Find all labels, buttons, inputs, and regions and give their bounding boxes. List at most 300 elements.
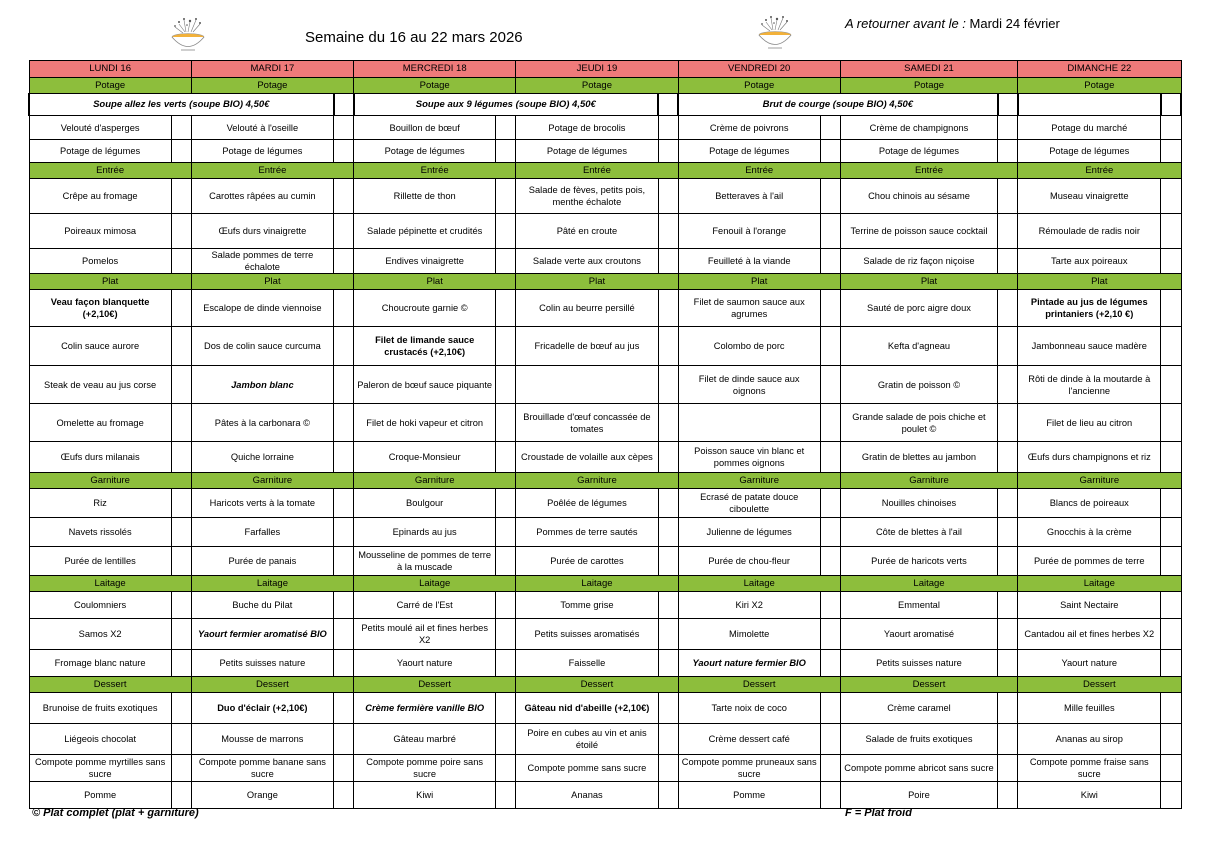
menu-item: Yaourt nature [1018,650,1161,677]
checkbox-cell[interactable] [658,249,678,274]
menu-row-plat [29,404,1181,442]
checkbox-cell[interactable] [171,290,191,327]
menu-item: Veau façon blanquette (+2,10€) [29,290,171,327]
menu-item: Pommes de terre sautés [516,518,658,547]
checkbox-cell[interactable] [1161,290,1181,327]
checkbox-cell[interactable] [334,724,354,755]
checkbox-cell[interactable] [998,249,1018,274]
checkbox-cell[interactable] [820,179,840,214]
menu-item: Dos de colin sauce curcuma [191,327,333,366]
checkbox-cell[interactable] [998,442,1018,473]
menu-item: Quiche lorraine [191,442,333,473]
menu-item: Kiri X2 [678,592,820,619]
menu-item: Purée de lentilles [29,547,171,576]
menu-item: Mimolette [678,619,820,650]
checkbox-cell[interactable] [1161,116,1181,140]
checkbox-cell[interactable] [658,782,678,809]
checkbox-cell[interactable] [1161,693,1181,724]
checkbox-cell[interactable] [998,782,1018,809]
menu-item: Crème de champignons [840,116,997,140]
checkbox-cell[interactable] [1161,249,1181,274]
menu-item: Faisselle [516,650,658,677]
day-header: MERCREDI 18 [354,61,516,78]
menu-item: Gâteau marbré [354,724,496,755]
checkbox-cell[interactable] [171,116,191,140]
weekly-menu-table [28,60,1182,809]
checkbox-cell[interactable] [658,179,678,214]
menu-item [678,404,820,442]
checkbox-cell[interactable] [171,755,191,782]
section-label: Plat [29,274,191,290]
checkbox-cell[interactable] [998,366,1018,404]
day-header: DIMANCHE 22 [1018,61,1181,78]
checkbox-cell[interactable] [998,693,1018,724]
checkbox-cell[interactable] [658,94,678,116]
menu-item: Fricadelle de bœuf au jus [516,327,658,366]
menu-item: Potage de légumes [678,140,820,163]
section-label: Garniture [516,473,678,489]
checkbox-cell[interactable] [1161,619,1181,650]
checkbox-cell[interactable] [658,489,678,518]
checkbox-cell[interactable] [496,442,516,473]
checkbox-cell[interactable] [334,518,354,547]
checkbox-cell[interactable] [1161,404,1181,442]
menu-item: Feuilleté à la viande [678,249,820,274]
checkbox-cell[interactable] [820,140,840,163]
menu-item [516,366,658,404]
menu-item: Crêpe au fromage [29,179,171,214]
checkbox-cell[interactable] [334,489,354,518]
menu-row-plat [29,327,1181,366]
checkbox-cell[interactable] [334,366,354,404]
checkbox-cell[interactable] [658,366,678,404]
menu-item: Œufs durs vinaigrette [191,214,333,249]
menu-item: Brouillade d'œuf concassée de tomates [516,404,658,442]
menu-item: Compote pomme banane sans sucre [191,755,333,782]
checkbox-cell[interactable] [1018,94,1161,116]
menu-item: Filet de saumon sauce aux agrumes [678,290,820,327]
menu-item: Steak de veau au jus corse [29,366,171,404]
section-label: Entrée [840,163,1017,179]
menu-item: Blancs de poireaux [1018,489,1161,518]
checkbox-cell[interactable] [658,619,678,650]
menu-item: Croque-Monsieur [354,442,496,473]
menu-item: Crème fermière vanille BIO [354,693,496,724]
checkbox-cell[interactable] [658,755,678,782]
checkbox-cell[interactable] [1161,489,1181,518]
checkbox-cell[interactable] [334,755,354,782]
section-label: Potage [1018,78,1181,94]
menu-item: Colin au beurre persillé [516,290,658,327]
checkbox-cell[interactable] [171,693,191,724]
menu-row-entree [29,214,1181,249]
checkbox-cell[interactable] [171,366,191,404]
menu-item: Omelette au fromage [29,404,171,442]
checkbox-cell[interactable] [334,782,354,809]
menu-item: Fenouil à l'orange [678,214,820,249]
menu-item: Pâtes à la carbonara © [191,404,333,442]
checkbox-cell[interactable] [1161,140,1181,163]
section-label: Garniture [840,473,1017,489]
menu-item: Kiwi [1018,782,1161,809]
checkbox-cell[interactable] [658,693,678,724]
section-header-row-potage [29,78,1181,94]
menu-item: Bouillon de bœuf [354,116,496,140]
menu-row-entree [29,249,1181,274]
menu-row-garniture [29,547,1181,576]
menu-item: Nouilles chinoises [840,489,997,518]
checkbox-cell[interactable] [658,547,678,576]
checkbox-cell[interactable] [820,547,840,576]
checkbox-cell[interactable] [496,290,516,327]
checkbox-cell[interactable] [171,442,191,473]
checkbox-cell[interactable] [496,249,516,274]
checkbox-cell[interactable] [496,116,516,140]
checkbox-cell[interactable] [820,782,840,809]
section-label: Garniture [29,473,191,489]
section-label: Laitage [840,576,1017,592]
checkbox-cell[interactable] [998,404,1018,442]
checkbox-cell[interactable] [820,693,840,724]
menu-item: Compote pomme abricot sans sucre [840,755,997,782]
checkbox-cell[interactable] [998,290,1018,327]
checkbox-cell[interactable] [1161,442,1181,473]
checkbox-cell[interactable] [820,724,840,755]
checkbox-cell[interactable] [658,724,678,755]
menu-row-plat [29,290,1181,327]
checkbox-cell[interactable] [334,214,354,249]
section-label: Plat [354,274,516,290]
menu-row-laitage [29,619,1181,650]
section-label: Potage [840,78,1017,94]
checkbox-cell[interactable] [496,724,516,755]
menu-item: Purée de haricots verts [840,547,997,576]
checkbox-cell[interactable] [820,290,840,327]
menu-row-entree [29,179,1181,214]
section-label: Laitage [1018,576,1181,592]
checkbox-cell[interactable] [334,327,354,366]
menu-item: Jambon blanc [191,366,333,404]
checkbox-cell[interactable] [334,547,354,576]
day-header: LUNDI 16 [29,61,191,78]
menu-item: Rôti de dinde à la moutarde à l'ancienne [1018,366,1161,404]
section-label: Potage [191,78,353,94]
section-label: Garniture [678,473,840,489]
menu-item: Pâté en croute [516,214,658,249]
section-label: Plat [191,274,353,290]
menu-item: Orange [191,782,333,809]
menu-item: Riz [29,489,171,518]
section-header-row-laitage [29,576,1181,592]
menu-item: Saint Nectaire [1018,592,1161,619]
return-deadline [845,16,1060,31]
checkbox-cell[interactable] [658,290,678,327]
checkbox-cell[interactable] [1161,179,1181,214]
checkbox-cell[interactable] [171,547,191,576]
checkbox-cell[interactable] [1161,327,1181,366]
menu-item: Mille feuilles [1018,693,1161,724]
menu-item: Potage de légumes [29,140,171,163]
checkbox-cell[interactable] [820,592,840,619]
menu-item: Gnocchis à la crème [1018,518,1161,547]
checkbox-cell[interactable] [820,404,840,442]
checkbox-cell[interactable] [820,442,840,473]
checkbox-cell[interactable] [496,489,516,518]
section-header-row-plat [29,274,1181,290]
menu-item: Rillette de thon [354,179,496,214]
day-header: MARDI 17 [191,61,353,78]
checkbox-cell[interactable] [171,782,191,809]
checkbox-cell[interactable] [334,693,354,724]
checkbox-cell[interactable] [1161,755,1181,782]
checkbox-cell[interactable] [334,249,354,274]
checkbox-cell[interactable] [334,290,354,327]
section-label: Laitage [516,576,678,592]
checkbox-cell[interactable] [334,650,354,677]
checkbox-cell[interactable] [171,214,191,249]
checkbox-cell[interactable] [1161,592,1181,619]
checkbox-cell[interactable] [171,327,191,366]
menu-item: Yaourt nature [354,650,496,677]
checkbox-cell[interactable] [998,547,1018,576]
checkbox-cell[interactable] [496,214,516,249]
menu-item: Coulomniers [29,592,171,619]
menu-item: Buche du Pilat [191,592,333,619]
checkbox-cell[interactable] [1161,214,1181,249]
checkbox-cell[interactable] [334,442,354,473]
checkbox-cell[interactable] [998,619,1018,650]
checkbox-cell[interactable] [998,724,1018,755]
checkbox-cell[interactable] [1161,94,1181,116]
page-title: Semaine du 16 au 22 mars 2026 [305,29,523,46]
checkbox-cell[interactable] [998,94,1018,116]
checkbox-cell[interactable] [171,724,191,755]
checkbox-cell[interactable] [658,650,678,677]
checkbox-cell[interactable] [496,619,516,650]
checkbox-cell[interactable] [1161,366,1181,404]
checkbox-cell[interactable] [820,650,840,677]
menu-item: Poisson sauce vin blanc et pommes oignons [678,442,820,473]
menu-item: Potage de légumes [354,140,496,163]
checkbox-cell[interactable] [496,404,516,442]
checkbox-cell[interactable] [998,327,1018,366]
checkbox-cell[interactable] [820,214,840,249]
checkbox-cell[interactable] [998,489,1018,518]
section-label: Plat [678,274,840,290]
checkbox-cell[interactable] [998,214,1018,249]
footnote-cold-dish: F = Plat froid [845,807,912,819]
checkbox-cell[interactable] [998,592,1018,619]
section-label: Dessert [678,677,840,693]
day-header: JEUDI 19 [516,61,678,78]
menu-item: Ananas [516,782,658,809]
menu-item: Salade de fèves, petits pois, menthe échalote [516,179,658,214]
checkbox-cell[interactable] [496,366,516,404]
checkbox-cell[interactable] [496,140,516,163]
section-label: Dessert [191,677,353,693]
menu-item: Poireaux mimosa [29,214,171,249]
menu-item: Purée de panais [191,547,333,576]
checkbox-cell[interactable] [658,214,678,249]
checkbox-cell[interactable] [658,518,678,547]
section-label: Laitage [354,576,516,592]
menu-item: Carottes râpées au cumin [191,179,333,214]
menu-item: Carré de l'Est [354,592,496,619]
menu-item: Jambonneau sauce madère [1018,327,1161,366]
checkbox-cell[interactable] [171,619,191,650]
checkbox-cell[interactable] [334,140,354,163]
menu-row-potage [29,140,1181,163]
menu-item: Escalope de dinde viennoise [191,290,333,327]
checkbox-cell[interactable] [1161,782,1181,809]
checkbox-cell[interactable] [998,650,1018,677]
footnote-complete-dish: © Plat complet (plat + garniture) [32,807,199,819]
checkbox-cell[interactable] [658,116,678,140]
checkbox-cell[interactable] [658,592,678,619]
menu-item: Colombo de porc [678,327,820,366]
checkbox-cell[interactable] [334,619,354,650]
menu-item: Duo d'éclair (+2,10€) [191,693,333,724]
menu-item: Yaourt fermier aromatisé BIO [191,619,333,650]
menu-item: Petits suisses nature [840,650,997,677]
checkbox-cell[interactable] [820,755,840,782]
checkbox-cell[interactable] [820,366,840,404]
menu-item: Kiwi [354,782,496,809]
menu-item: Cantadou ail et fines herbes X2 [1018,619,1161,650]
checkbox-cell[interactable] [171,518,191,547]
checkbox-cell[interactable] [334,179,354,214]
menu-item: Potage de légumes [516,140,658,163]
checkbox-cell[interactable] [1161,650,1181,677]
checkbox-cell[interactable] [820,489,840,518]
menu-item: Compote pomme poire sans sucre [354,755,496,782]
checkbox-cell[interactable] [334,404,354,442]
checkbox-cell[interactable] [658,404,678,442]
checkbox-cell[interactable] [658,140,678,163]
checkbox-cell[interactable] [496,179,516,214]
soup-bowl-icon [165,16,211,56]
menu-row-garniture [29,518,1181,547]
menu-item: Filet de dinde sauce aux oignons [678,366,820,404]
checkbox-cell[interactable] [496,592,516,619]
checkbox-cell[interactable] [496,327,516,366]
soup-bowl-icon [752,14,798,54]
menu-item: Compote pomme myrtilles sans sucre [29,755,171,782]
checkbox-cell[interactable] [658,442,678,473]
menu-item: Salade pépinette et crudités [354,214,496,249]
checkbox-cell[interactable] [496,693,516,724]
menu-row-garniture [29,489,1181,518]
checkbox-cell[interactable] [1161,518,1181,547]
checkbox-cell[interactable] [334,94,354,116]
checkbox-cell[interactable] [820,327,840,366]
menu-item: Crème de poivrons [678,116,820,140]
checkbox-cell[interactable] [998,116,1018,140]
checkbox-cell[interactable] [658,327,678,366]
soup-special: Soupe aux 9 légumes (soupe BIO) 4,50€ [354,94,659,116]
section-label: Potage [516,78,678,94]
section-label: Dessert [354,677,516,693]
day-header: SAMEDI 21 [840,61,1017,78]
section-label: Entrée [191,163,353,179]
menu-item: Œufs durs champignons et riz [1018,442,1161,473]
menu-item: Filet de hoki vapeur et citron [354,404,496,442]
section-label: Potage [678,78,840,94]
menu-item: Salade pommes de terre échalote [191,249,333,274]
menu-item: Haricots verts à la tomate [191,489,333,518]
checkbox-cell[interactable] [998,140,1018,163]
checkbox-cell[interactable] [496,650,516,677]
checkbox-cell[interactable] [171,592,191,619]
menu-item: Chou chinois au sésame [840,179,997,214]
menu-item: Gratin de poisson © [840,366,997,404]
menu-item: Fromage blanc nature [29,650,171,677]
checkbox-cell[interactable] [334,116,354,140]
menu-row-laitage [29,650,1181,677]
menu-item: Petits suisses nature [191,650,333,677]
menu-item: Epinards au jus [354,518,496,547]
day-header: VENDREDI 20 [678,61,840,78]
section-label: Dessert [516,677,678,693]
menu-item: Petits moulé ail et fines herbes X2 [354,619,496,650]
checkbox-cell[interactable] [171,249,191,274]
checkbox-cell[interactable] [998,179,1018,214]
section-label: Laitage [29,576,191,592]
checkbox-cell[interactable] [496,755,516,782]
menu-row-plat [29,442,1181,473]
menu-item: Compote pomme sans sucre [516,755,658,782]
checkbox-cell[interactable] [171,650,191,677]
checkbox-cell[interactable] [171,140,191,163]
checkbox-cell[interactable] [820,619,840,650]
checkbox-cell[interactable] [998,755,1018,782]
section-label: Garniture [1018,473,1181,489]
menu-item: Velouté à l'oseille [191,116,333,140]
checkbox-cell[interactable] [1161,724,1181,755]
menu-item: Compote pomme fraise sans sucre [1018,755,1161,782]
section-label: Plat [1018,274,1181,290]
checkbox-cell[interactable] [334,592,354,619]
menu-item: Choucroute garnie © [354,290,496,327]
menu-item: Croustade de volaille aux cèpes [516,442,658,473]
menu-row-dessert [29,693,1181,724]
checkbox-cell[interactable] [171,489,191,518]
checkbox-cell[interactable] [820,249,840,274]
menu-item: Ananas au sirop [1018,724,1161,755]
checkbox-cell[interactable] [171,179,191,214]
menu-item: Poire [840,782,997,809]
menu-item: Mousseline de pommes de terre à la muscade [354,547,496,576]
menu-row-potage [29,116,1181,140]
menu-item: Boulgour [354,489,496,518]
menu-item: Navets rissolés [29,518,171,547]
checkbox-cell[interactable] [496,782,516,809]
menu-item: Salade verte aux croutons [516,249,658,274]
checkbox-cell[interactable] [998,518,1018,547]
checkbox-cell[interactable] [171,404,191,442]
section-label: Entrée [678,163,840,179]
menu-item: Petits suisses aromatisés [516,619,658,650]
menu-item: Rémoulade de radis noir [1018,214,1161,249]
checkbox-cell[interactable] [496,518,516,547]
checkbox-cell[interactable] [820,116,840,140]
checkbox-cell[interactable] [496,547,516,576]
menu-item: Poire en cubes au vin et anis étoilé [516,724,658,755]
section-label: Potage [29,78,191,94]
checkbox-cell[interactable] [820,518,840,547]
section-label: Dessert [1018,677,1181,693]
checkbox-cell[interactable] [1161,547,1181,576]
